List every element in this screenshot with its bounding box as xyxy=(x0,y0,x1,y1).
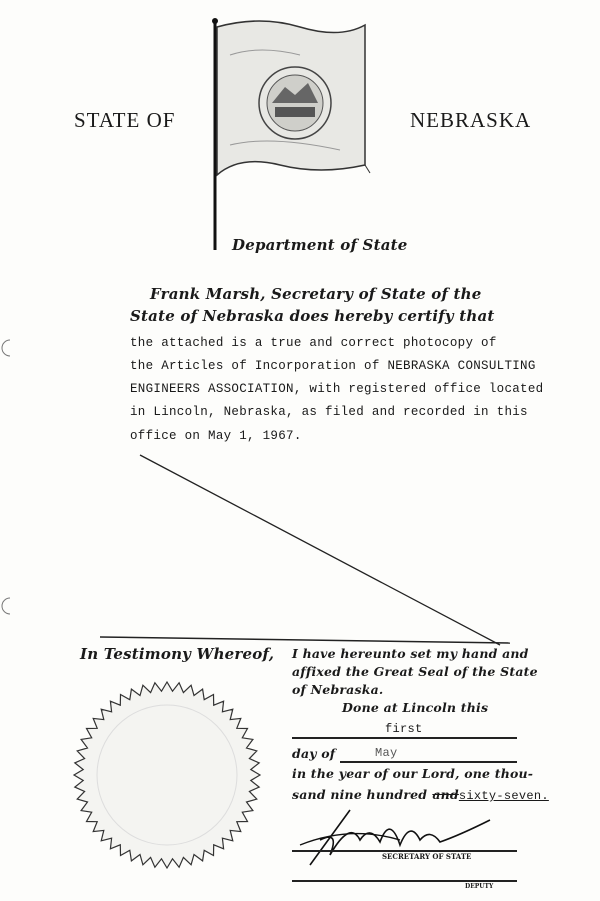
testimony-line-2: affixed the Great Seal of the State xyxy=(292,664,538,679)
great-seal-image xyxy=(72,680,262,870)
day-value: first xyxy=(385,722,423,736)
cert-line-2: State of Nebraska does hereby certify that xyxy=(130,307,495,325)
cert-line-1: Frank Marsh, Secretary of State of the xyxy=(150,285,482,303)
body-line: the Articles of Incorporation of NEBRASKA CONSULTING xyxy=(130,359,536,373)
header-state-of: STATE OF xyxy=(74,108,176,132)
body-line: ENGINEERS ASSOCIATION, with registered office located xyxy=(130,382,544,396)
year-value: sixty-seven. xyxy=(458,789,549,803)
body-line: in Lincoln, Nebraska, as filed and recorded in this xyxy=(130,405,528,419)
department-title: Department of State xyxy=(232,236,408,254)
year-line-1: in the year of our Lord, one thou- xyxy=(292,766,534,781)
testimony-heading: In Testimony Whereof, xyxy=(80,645,275,663)
header-nebraska: NEBRASKA xyxy=(410,108,532,132)
secretary-of-state-label: SECRETARY OF STATE xyxy=(382,852,472,861)
testimony-line-3: of Nebraska. xyxy=(292,682,384,697)
body-line: office on May 1, 1967. xyxy=(130,429,302,443)
testimony-line-1: I have hereunto set my hand and xyxy=(292,646,529,661)
year-text: sand nine hundred xyxy=(292,787,428,802)
done-at-lincoln: Done at Lincoln this xyxy=(342,700,489,715)
day-of-label: day of xyxy=(292,746,336,761)
deputy-label: DEPUTY xyxy=(465,883,494,890)
body-line: the attached is a true and correct photocopy of xyxy=(130,336,497,350)
year-and: and xyxy=(432,787,459,802)
month-value: May xyxy=(375,746,398,760)
